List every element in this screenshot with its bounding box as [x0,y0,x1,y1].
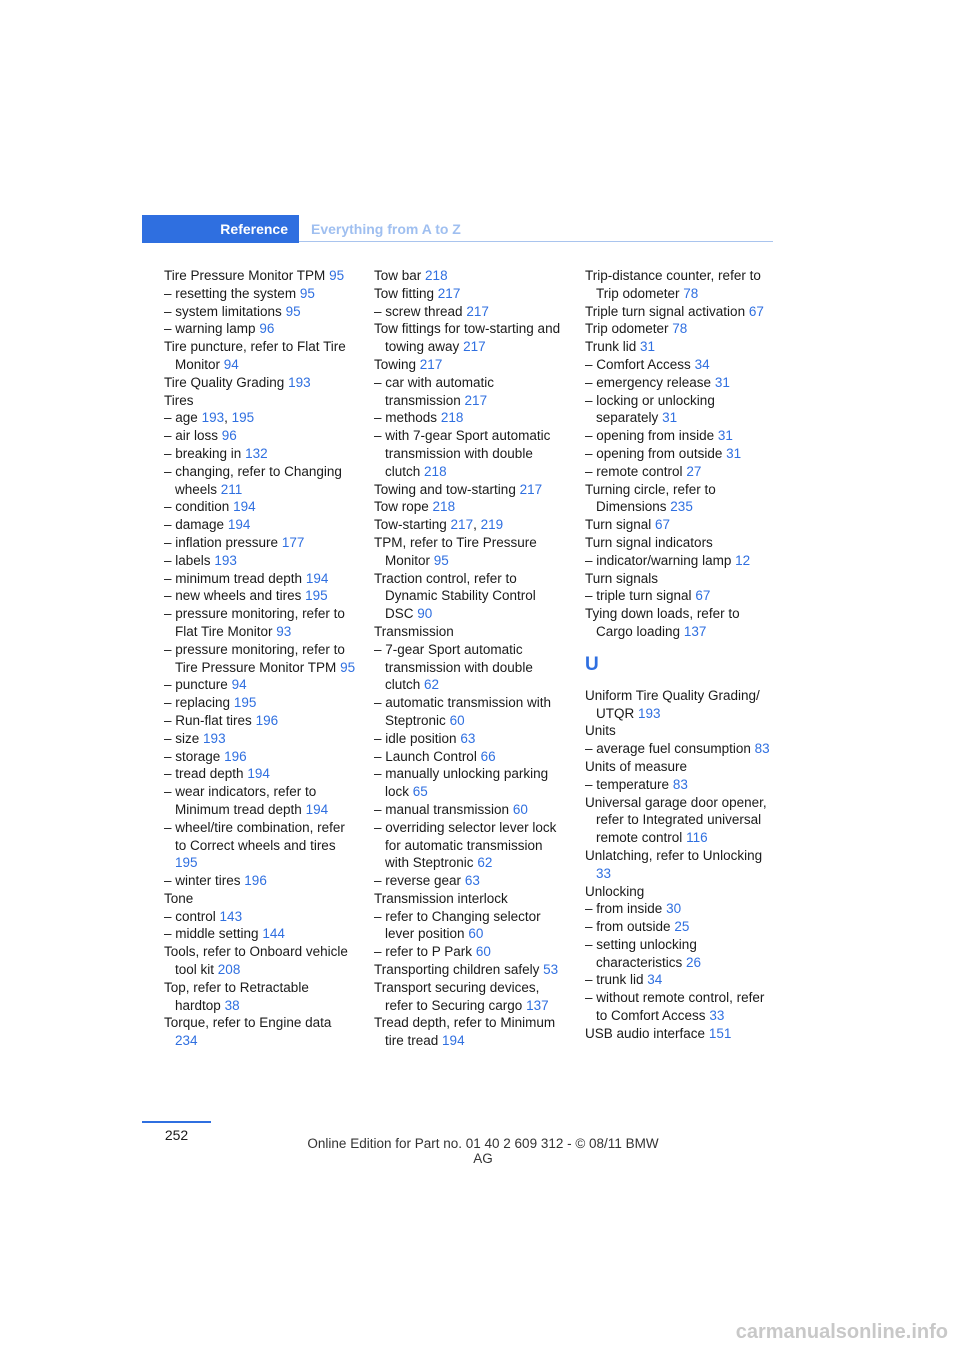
entry-text: – minimum tread depth [164,570,303,586]
entry-text: Tow bar [374,268,422,283]
entry-text: Tone [164,890,194,906]
entry-text: Tire Pressure Monitor TPM [164,268,326,283]
index-entry [164,605,356,641]
index-entry [585,570,777,588]
index-entry [164,498,356,516]
entry-text: – remote control [585,463,683,479]
page-link[interactable]: 95 [329,268,345,283]
index-entry [585,463,777,481]
index-entry [585,587,777,605]
page-link[interactable]: 194 [305,570,329,586]
index-entry [585,356,777,374]
page-link[interactable]: 144 [262,926,285,942]
index-entry [374,1014,566,1050]
entry-text: – control [164,908,216,924]
index-entry [164,374,356,392]
entry-text: – resetting the system [164,285,297,301]
index-entry [585,552,777,570]
index-entry [374,943,566,961]
page-link[interactable]: 194 [233,499,256,515]
entry-text: Tire Quality Grading [164,374,285,390]
page-link[interactable]: 95 [299,285,315,301]
page-link[interactable]: 196 [244,873,267,889]
index-entry [374,320,566,356]
entry-text: – trunk lid [585,972,644,988]
entry-text: – reverse gear [374,873,462,889]
entry-text: Turn signals [585,570,659,586]
entry-text: – labels [164,552,211,568]
index-entry [164,943,356,979]
index-entry [164,908,356,926]
entry-text: Unlocking [585,883,645,899]
entry-text: – puncture [164,677,228,693]
index-entry [374,765,566,801]
entry-text: – middle setting [164,926,259,942]
page-link[interactable]: 95 [433,552,449,568]
index-entry: Tow-starting 217, 219 [374,517,504,533]
entry-text: – pressure monitoring, refer to Flat Tire Monitor [164,606,345,639]
page-link[interactable]: 217 [463,339,486,355]
page-link[interactable]: 63 [464,873,480,889]
page-link[interactable]: 66 [480,748,496,764]
index-entry [374,694,566,730]
page-link[interactable]: 62 [477,855,493,871]
entry-text: – with 7-gear Sport automatic transmission with double clutch [374,428,551,479]
index-entry [585,605,777,641]
page-link[interactable]: 217 [450,517,474,533]
entry-text: – car with automatic transmission [374,374,495,408]
page-link[interactable]: 218 [432,499,456,515]
index-entry [164,587,356,605]
footer-accent-line [142,1121,211,1123]
entry-text: – changing, refer to Changing wheels [164,463,342,497]
index-entry [374,427,566,480]
page-link[interactable]: 195 [233,695,257,711]
entry-text: – replacing [164,695,231,711]
index-entry [164,570,356,588]
entry-text: – breaking in [164,445,242,461]
index-entry [585,722,777,740]
page-link[interactable]: 196 [224,748,247,764]
page-link[interactable]: 90 [417,606,433,622]
index-column-3 [585,267,777,1043]
page-link[interactable]: 218 [425,268,448,283]
index-entry [164,694,356,712]
entry-text: Transporting children safely [374,962,540,978]
page-link[interactable]: 94 [231,677,247,693]
index-entry [164,890,356,908]
entry-text: – triple turn signal [585,588,692,604]
page-link[interactable]: 193 [638,705,661,721]
index-entry [374,356,566,374]
index-entry [585,516,777,534]
page-link[interactable]: 217 [519,481,543,497]
entry-text: – methods [374,410,438,426]
entry-text: – opening from inside [585,428,715,444]
entry-text: – emergency release [585,374,712,390]
index-entry [164,338,356,374]
page-link[interactable]: 194 [227,517,251,533]
index-entry [374,819,566,872]
page-link[interactable]: 53 [543,962,559,978]
entry-text: Turn signal [585,517,652,533]
page-link[interactable]: 65 [412,784,428,800]
page-link[interactable]: 83 [754,741,770,757]
entry-text: Tires [164,392,194,408]
index-entry [585,936,777,972]
page-link[interactable]: 151 [708,1025,732,1041]
entry-text: Turning circle, refer to Dimensions [585,481,716,515]
page-link[interactable]: 94 [223,356,239,372]
page-link[interactable]: 234 [175,1033,198,1049]
page-link[interactable]: 31 [714,374,730,390]
watermark: carmanualsonline.info [735,1321,948,1343]
entry-text: Trip-distance counter, refer to Trip odometer [585,268,761,301]
index-entry [374,730,566,748]
entry-text: Triple turn signal activation [585,303,746,319]
entry-text: Tow rope [374,499,429,515]
page-link[interactable]: 137 [683,623,707,639]
page-link[interactable]: 235 [670,499,693,515]
index-entry [585,989,777,1025]
index-entry [164,303,356,321]
section-letter: U [585,653,599,675]
entry-text: Tow fitting [374,285,435,301]
index-entry [374,890,566,908]
index-entry [164,783,356,819]
page-link[interactable]: 193 [288,374,311,390]
entry-text: – storage [164,748,221,764]
page-link[interactable]: 63 [460,730,476,746]
entry-text: Tread depth, refer to Minimum tire tread [374,1015,556,1049]
entry-text: Unlatching, refer to Unlocking [585,847,763,863]
entry-text: Units [585,723,616,739]
index-entry [585,481,777,517]
entry-text: Tire puncture, refer to Flat Tire Monitor [164,339,346,372]
index-entry [374,641,566,694]
index-entry [164,925,356,943]
entry-text: – overriding selector lever lock for automatic transmission with Steptronic [374,819,557,871]
index-entry [374,872,566,890]
page-link[interactable]: 12 [735,552,751,568]
entry-text: – screw thread [374,303,463,319]
index-entry [585,794,777,847]
edition-note: Online Edition for Part no. 01 40 2 609 312 - © 08/11 BMW AG [307,1136,659,1166]
index-entry [585,758,777,776]
page-number: 252 [164,1127,189,1143]
page-link[interactable]: 195 [175,855,198,871]
index-entry [374,481,566,499]
entry-text: – indicator/warning lamp [585,552,732,568]
entry-text: Tying down loads, refer to Cargo loading [585,606,740,639]
entry-text: – from outside [585,919,671,935]
entry-text: – system limitations [164,303,282,319]
index-entry [374,623,566,641]
index-entry [164,730,356,748]
page-link[interactable]: 60 [475,944,491,960]
entry-text: – air loss [164,428,219,444]
page-link[interactable]: 219 [480,517,504,533]
index-entry [585,267,777,303]
entry-text: Uniform Tire Quality Grading/ UTQR [585,687,760,721]
page-link[interactable]: 25 [674,919,690,935]
index-entry [164,463,356,499]
page-link[interactable]: 34 [647,972,663,988]
index-entry [374,801,566,819]
page-link[interactable]: 31 [717,428,733,444]
page-link[interactable]: 217 [419,356,443,372]
entry-text: – without remote control, refer to Comfort Access [585,990,765,1024]
page-link[interactable]: 34 [694,356,710,372]
entry-text: Tow-starting [374,517,447,533]
index-entry: – age 193, 195 [164,410,255,426]
page-link[interactable]: 96 [259,321,275,337]
entry-text: Universal garage door opener, refer to Integrated universal remote control [585,794,767,846]
index-entry [374,303,566,321]
index-entry [374,534,566,570]
page-link[interactable]: 196 [255,712,279,728]
index-entry [164,267,356,285]
index-entry [585,971,777,989]
entry-text: Torque, refer to Engine data [164,1015,332,1031]
index-entry [374,409,566,427]
index-entry [164,712,356,730]
entry-text: Towing and tow-starting [374,481,516,497]
entry-text: – refer to Changing selector lever position [374,908,541,942]
entry-text: – setting unlocking characteristics [585,936,697,970]
page-link[interactable]: 27 [686,463,702,479]
page-link[interactable]: 60 [468,926,484,942]
index-entry [164,819,356,872]
entry-text: – locking or unlocking separately [585,392,715,426]
index-entry [374,570,566,623]
entry-text: – 7-gear Sport automatic transmission with double clutch [374,641,533,693]
index-entry [374,908,566,944]
page-link[interactable]: 78 [683,285,699,301]
page-link[interactable]: 116 [686,830,708,846]
entry-text: Trip odometer [585,321,669,337]
entry-text: – tread depth [164,766,244,782]
page-link[interactable]: 208 [217,962,241,978]
entry-text: Tools, refer to Onboard vehicle tool kit [164,944,348,978]
page-link[interactable]: 194 [305,801,329,817]
page-link[interactable]: 38 [224,997,240,1013]
entry-text: – idle position [374,730,457,746]
page-link[interactable]: 26 [686,954,702,970]
page-link[interactable]: 195 [231,410,255,426]
entry-text: – age [164,410,198,426]
index-entry [164,534,356,552]
page-link[interactable]: 143 [219,908,243,924]
index-entry [164,552,356,570]
page-link[interactable]: 193 [201,410,225,426]
index-entry [585,427,777,445]
entry-text: – refer to P Park [374,944,473,960]
page-link[interactable]: 62 [424,677,440,693]
index-entry [164,765,356,783]
index-entry [374,498,566,516]
page-link[interactable]: 31 [726,445,742,461]
page-link[interactable]: 67 [695,588,711,604]
page-link[interactable]: 218 [424,463,447,479]
page-link[interactable]: 217 [437,285,461,301]
index-entry [585,740,777,758]
page-link[interactable]: 60 [449,712,465,728]
page-link[interactable]: 96 [221,428,237,444]
page-link[interactable]: 31 [662,410,678,426]
entry-text: Tow fittings for tow-starting and towing away [374,321,561,355]
index-entry [585,392,777,428]
entry-text: – new wheels and tires [164,588,302,604]
index-entry [164,1014,356,1050]
page-link[interactable]: 137 [526,997,549,1013]
page-link[interactable]: 195 [305,588,328,604]
entry-text: Top, refer to Retractable hardtop [164,979,309,1013]
page-link[interactable]: 217 [464,392,488,408]
index-entry [585,900,777,918]
entry-text: – from inside [585,901,663,917]
page-link[interactable]: 93 [276,623,292,639]
section-title: Reference [220,221,288,237]
index-column-1 [164,267,356,1050]
page-link[interactable]: 211 [220,481,243,497]
page-link[interactable]: 132 [245,445,268,461]
entry-text: – damage [164,517,225,533]
entry-text: Transport securing devices, refer to Securing cargo [374,979,540,1013]
entry-text: USB audio interface [585,1025,706,1041]
entry-text: – Run-flat tires [164,712,252,728]
entry-text: Turn signal indicators [585,534,713,550]
index-entry [585,687,777,723]
entry-text: – Launch Control [374,748,477,764]
entry-text: – opening from outside [585,445,723,461]
index-entry [164,445,356,463]
page-link[interactable]: 177 [281,534,305,550]
index-entry [164,392,356,410]
index-entry [374,961,566,979]
index-entry [164,748,356,766]
index-entry [585,303,777,321]
index-entry [164,285,356,303]
entry-text: – manual transmission [374,801,510,817]
entry-text: – automatic transmission with Steptronic [374,695,552,728]
entry-text: – winter tires [164,873,241,889]
page-link[interactable]: 30 [666,901,682,917]
entry-text: Transmission [374,623,454,639]
index-entry [374,267,566,285]
index-entry [585,534,777,552]
header-divider [299,241,773,242]
page-title: Everything from A to Z [311,221,461,237]
entry-text: – condition [164,499,230,515]
index-entry [164,516,356,534]
page-link[interactable]: 60 [512,801,528,817]
entry-text: – manually unlocking parking lock [374,766,549,800]
index-entry [585,320,777,338]
page-link[interactable]: 83 [672,776,688,792]
index-entry [585,776,777,794]
page-link[interactable]: 33 [709,1008,725,1024]
entry-text: – size [164,730,200,746]
index-entry [374,285,566,303]
page-link[interactable]: 78 [672,321,688,337]
page-link[interactable]: 194 [247,766,270,782]
index-entry [164,427,356,445]
entry-text: Towing [374,356,417,372]
page-link[interactable]: 67 [748,303,764,319]
index-entry [585,847,777,883]
page-link[interactable]: 31 [640,339,656,355]
index-entry [164,641,356,677]
entry-text: TPM, refer to Tire Pressure Monitor [374,534,537,568]
index-entry [585,374,777,392]
index-column-2 [374,267,566,1050]
index-entry [585,1025,777,1043]
entry-text: – wear indicators, refer to Minimum tread depth [164,784,317,817]
index-entry [374,979,566,1015]
page-link[interactable]: 67 [655,517,671,533]
page-link[interactable]: 193 [214,552,237,568]
page-link[interactable]: 193 [203,730,226,746]
entry-text: – inflation pressure [164,534,279,550]
index-entry [164,676,356,694]
index-entry [585,338,777,356]
index-entry [374,748,566,766]
page-link[interactable]: 217 [466,303,489,319]
entry-text: – average fuel consumption [585,741,751,757]
entry-text: Units of measure [585,758,688,774]
entry-text: – Comfort Access [585,356,691,372]
index-entry [585,918,777,936]
page-link[interactable]: 33 [596,865,612,881]
index-entry [164,320,356,338]
entry-text: Transmission interlock [374,890,508,906]
entry-text: – warning lamp [164,321,256,337]
index-entry [164,872,356,890]
index-entry [374,374,566,410]
index-entry [585,883,777,901]
entry-text: – pressure monitoring, refer to Tire Pressure Monitor TPM [164,641,345,675]
entry-text: – temperature [585,776,670,792]
entry-text: Traction control, refer to Dynamic Stability Control DSC [374,570,536,622]
entry-text: Trunk lid [585,339,637,355]
index-entry [164,979,356,1015]
page-link[interactable]: 218 [440,410,464,426]
page-link[interactable]: 194 [442,1033,465,1049]
page-link[interactable]: 95 [285,303,301,319]
entry-text: – wheel/tire combination, refer to Correct wheels and tires [164,819,345,853]
page-link[interactable]: 95 [340,659,356,675]
index-entry [585,445,777,463]
